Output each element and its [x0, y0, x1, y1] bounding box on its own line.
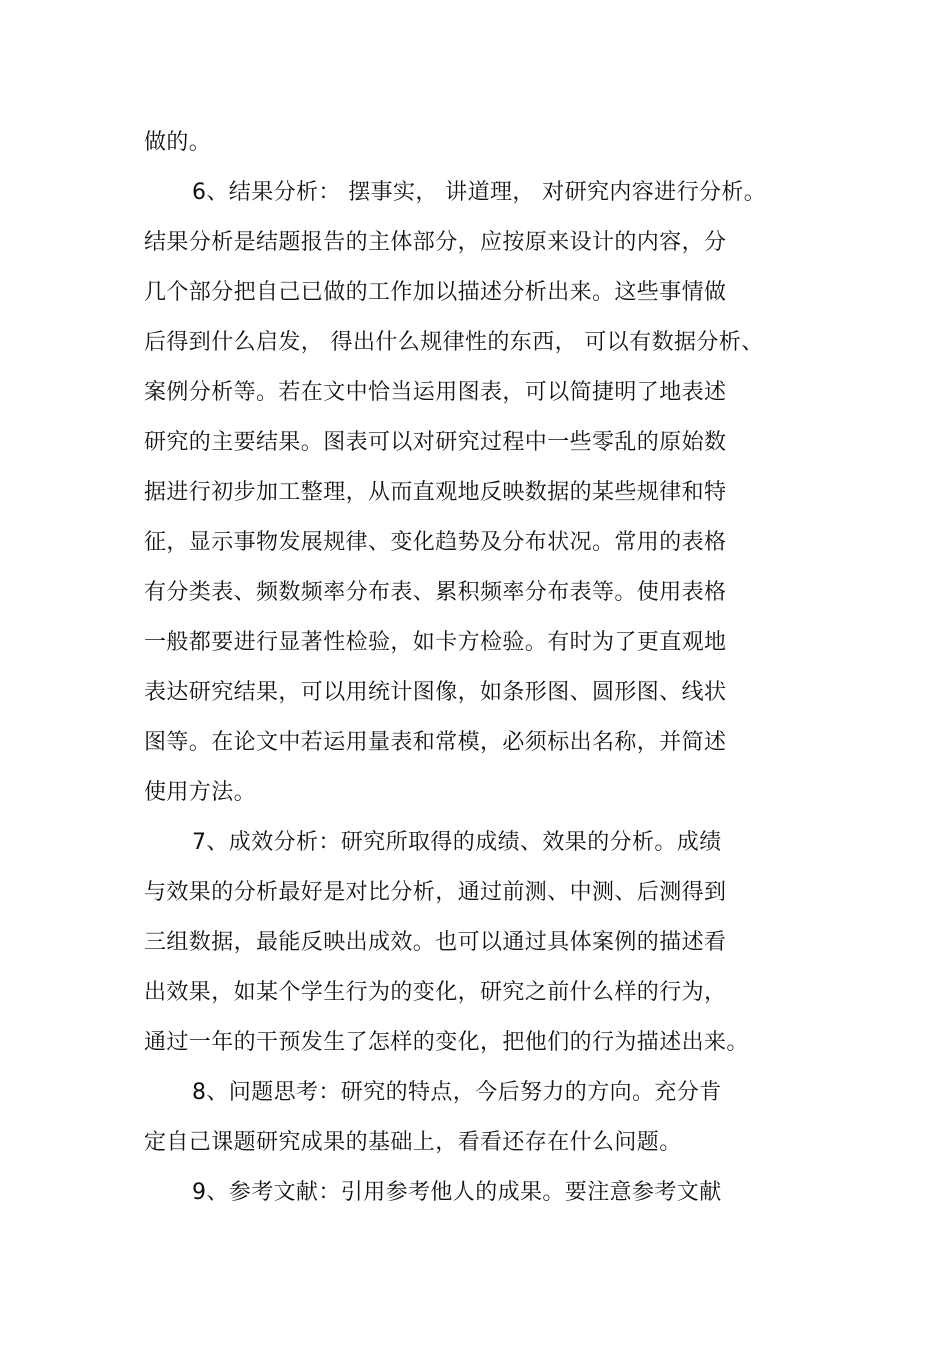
- text-line: 几个部分把自己已做的工作加以描述分析出来。这些事情做: [144, 280, 727, 305]
- text-line: 结果分析是结题报告的主体部分，应按原来设计的内容，分: [144, 230, 727, 255]
- section-heading-9: 9、参考文献：引用参考他人的成果。要注意参考文献: [192, 1180, 722, 1205]
- text-line: 研究的主要结果。图表可以对研究过程中一些零乱的原始数: [144, 430, 727, 455]
- section-heading-6: 6、结果分析： 摆事实， 讲道理， 对研究内容进行分析。: [192, 180, 767, 205]
- text-line: 三组数据，最能反映出成效。也可以通过具体案例的描述看: [144, 930, 727, 955]
- text-line: 有分类表、频数频率分布表、累积频率分布表等。使用表格: [144, 580, 727, 605]
- text-line: 表达研究结果，可以用统计图像，如条形图、圆形图、线状: [144, 680, 727, 705]
- text-line: 定自己课题研究成果的基础上，看看还存在什么问题。: [144, 1130, 682, 1155]
- section-heading-8: 8、问题思考：研究的特点，今后努力的方向。充分肯: [192, 1080, 722, 1105]
- text-line: 图等。在论文中若运用量表和常模，必须标出名称，并简述: [144, 730, 727, 755]
- text-line: 使用方法。: [144, 780, 257, 805]
- text-line: 后得到什么启发， 得出什么规律性的东西， 可以有数据分析、: [144, 330, 764, 355]
- text-line: 据进行初步加工整理，从而直观地反映数据的某些规律和特: [144, 480, 727, 505]
- text-line: 通过一年的干预发生了怎样的变化，把他们的行为描述出来。: [144, 1030, 749, 1055]
- text-line: 案例分析等。若在文中恰当运用图表，可以简捷明了地表述: [144, 380, 727, 405]
- text-line: 一般都要进行显著性检验，如卡方检验。有时为了更直观地: [144, 630, 727, 655]
- text-line: 与效果的分析最好是对比分析，通过前测、中测、后测得到: [144, 880, 727, 905]
- text-line: 出效果，如某个学生行为的变化，研究之前什么样的行为，: [144, 980, 727, 1005]
- section-heading-7: 7、成效分析：研究所取得的成绩、效果的分析。成绩: [192, 830, 722, 855]
- text-line: 征，显示事物发展规律、变化趋势及分布状况。常用的表格: [144, 530, 727, 555]
- text-line: 做的。: [144, 130, 212, 155]
